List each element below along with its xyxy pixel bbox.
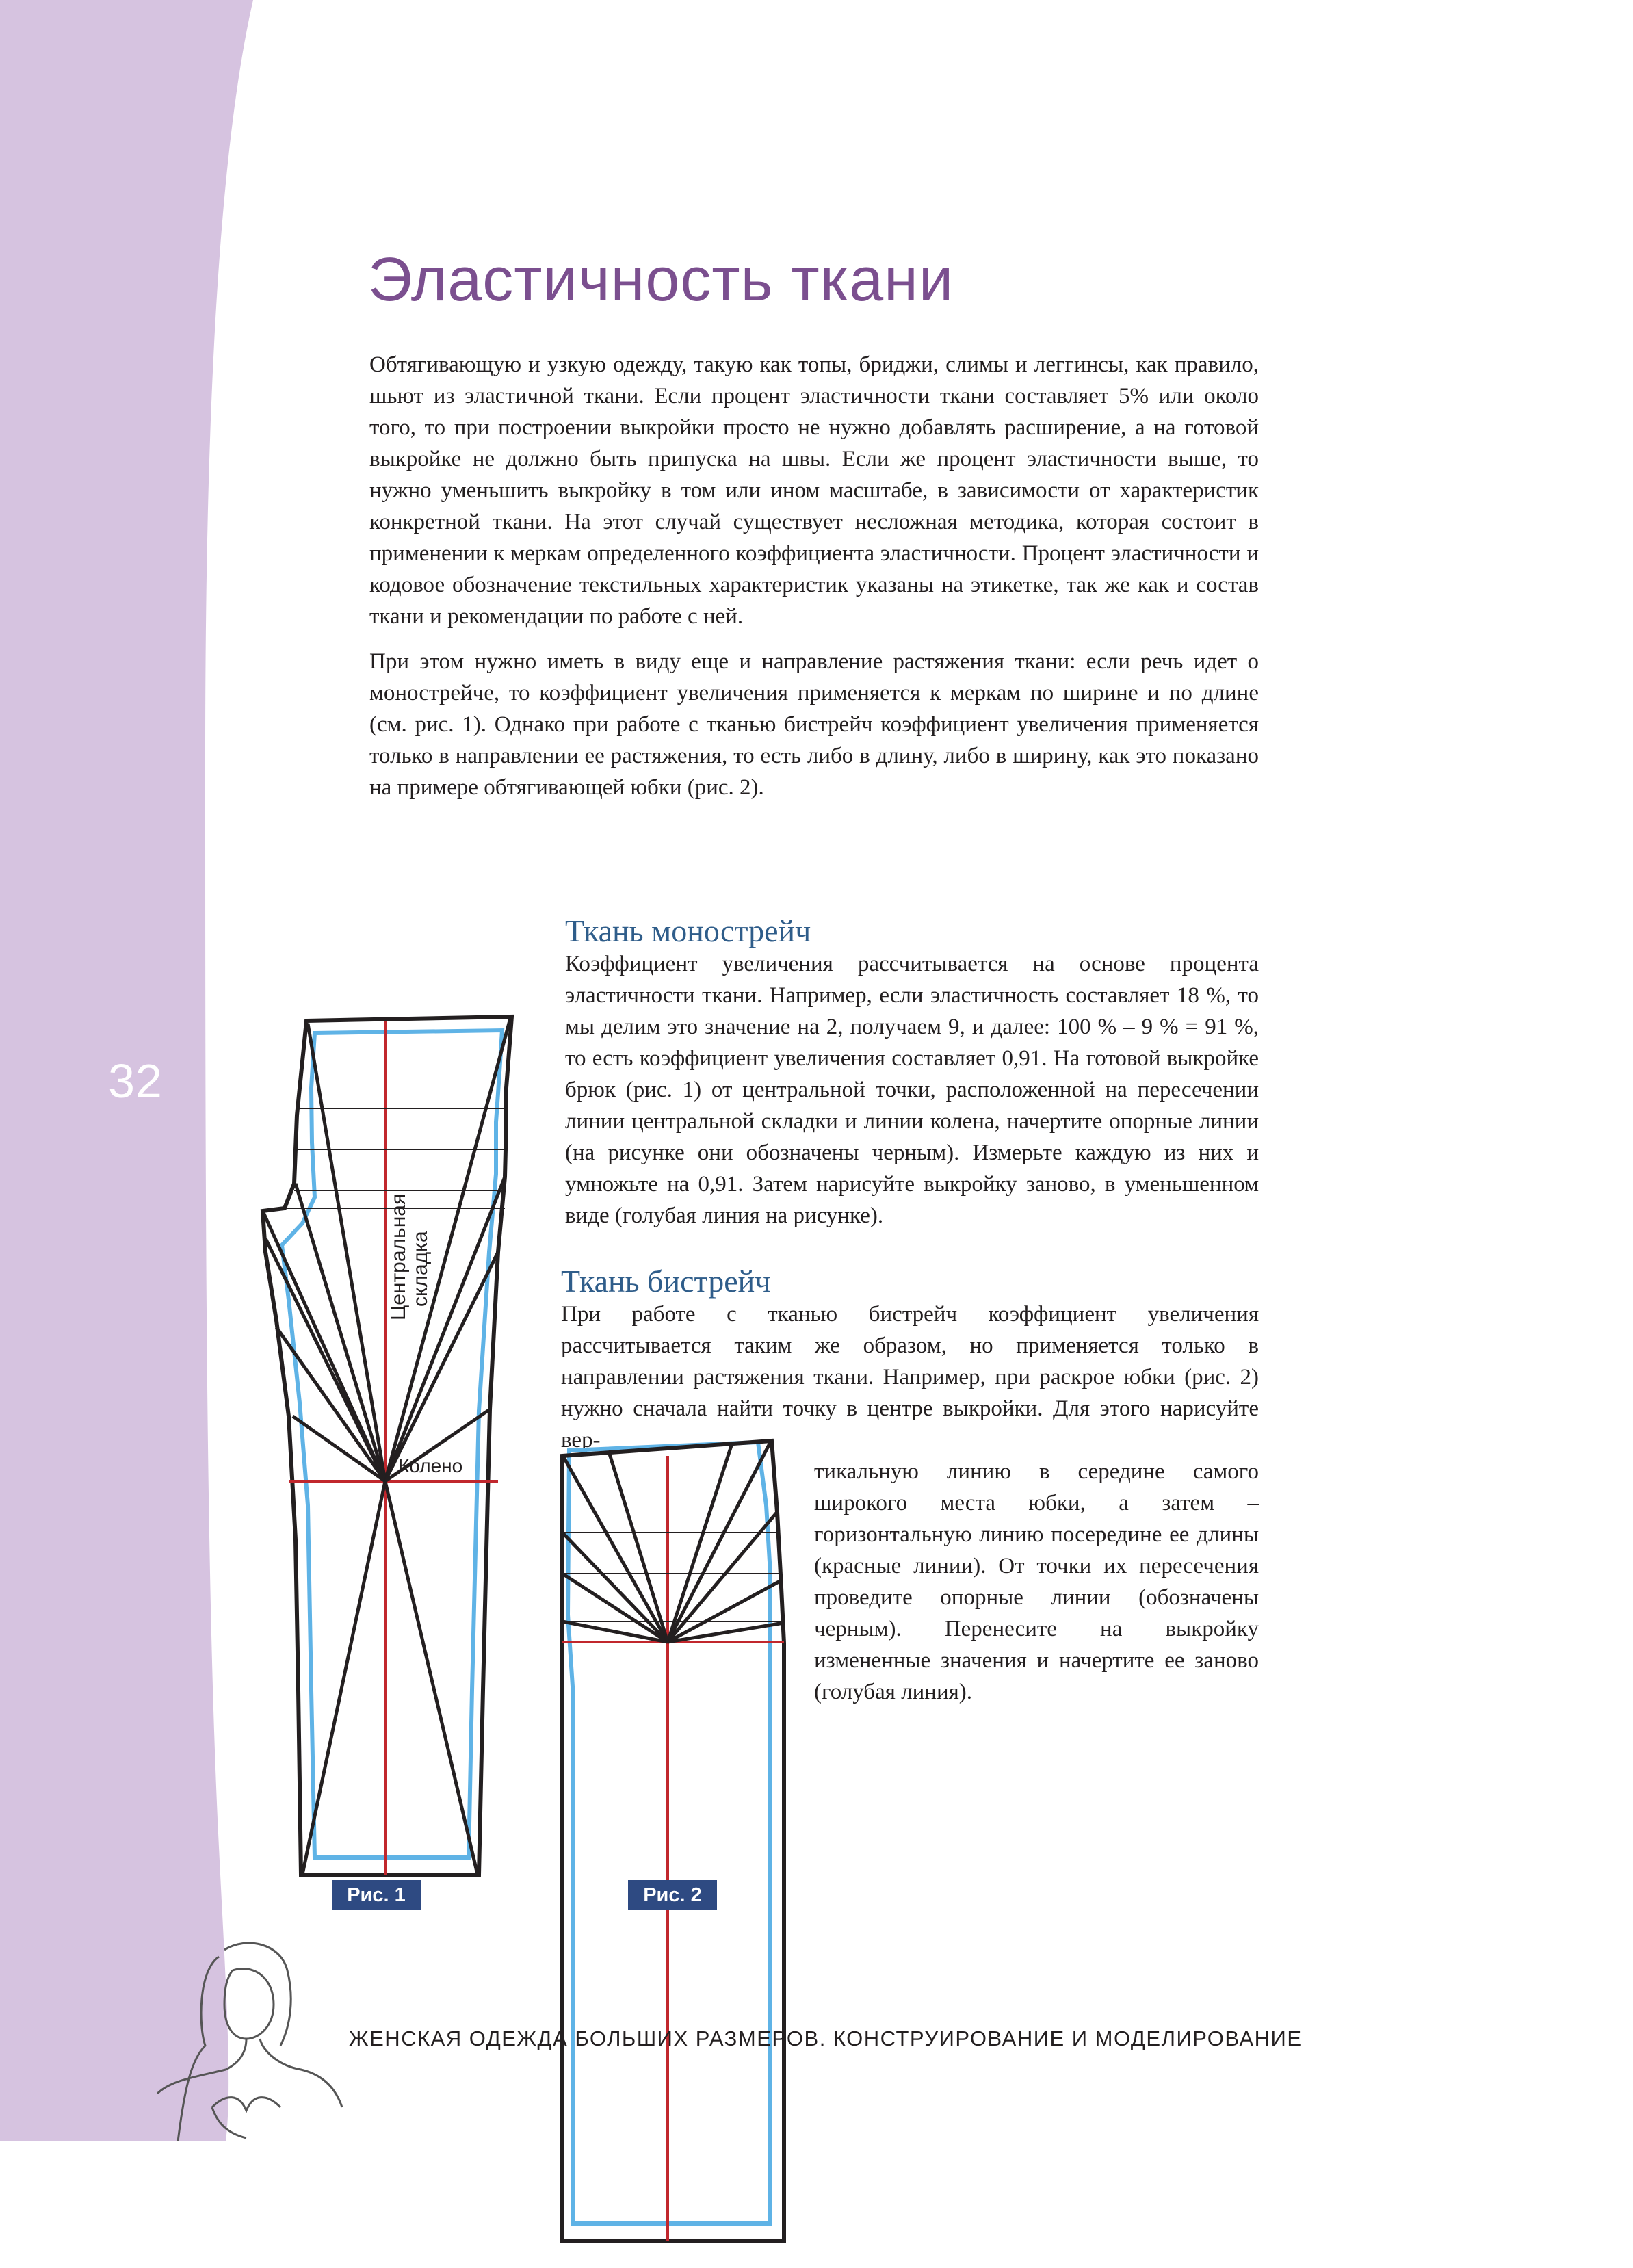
woman-sketch-icon: [144, 1929, 349, 2141]
crease-label: Центральная: [387, 1193, 410, 1320]
figure-2-label: Рис. 2: [628, 1880, 717, 1910]
intro-paragraph-1: Обтягивающую и узкую одежду, такую как топы, бриджи, слимы и леггинсы, как правило, шьют из эластичной ткани. Если процент эластичности ткани составляет 5% или около того, то при построении выкройки просто не нужно добавлять расширение, а на готовой выкройке не должно быть припуска на швы. Если же процент эластичности выше, то нужно уменьшить выкройку в том или ином масштабе, в зависимости от характеристик конкретной ткани. На этот случай существует несложная методика, которая состоит в применении к меркам определенного коэффициента эластичности. Процент эластичности и кодовое обозначение текстильных характеристик указаны на этикетке, так же как и состав ткани и рекомендации по работе с ней.: [369, 352, 1259, 629]
monostretch-heading: Ткань монострейч: [565, 913, 811, 948]
running-footer: ЖЕНСКАЯ ОДЕЖДА БОЛЬШИХ РАЗМЕРОВ. КОНСТРУИРОВАНИЕ И МОДЕЛИРОВАНИЕ: [349, 2026, 1303, 2050]
knee-label: Колено: [398, 1455, 463, 1476]
original-outline: [562, 1441, 784, 2241]
bistretch-text-continued: тикальную линию в середине самого широкого места юбки, а затем – горизонтальную линию посередине ее длины (красные линии). От точки их пересечения проведите опорные линии (обозначены черным). Перенесите на выкройку измененные значения и начертите ее заново (голубая линия).: [814, 1459, 1259, 1704]
page-title: Эластичность ткани: [368, 246, 954, 314]
monostretch-section: [565, 915, 1259, 1231]
bistretch-heading: Ткань бистрейч: [561, 1264, 771, 1299]
monostretch-text: Коэффициент увеличения рассчитывается на основе процента эластичности ткани. Например, если эластичность составляет 18 %, то мы делим это значение на 2, получаем 9, и далее: 100 % – 9 % = 91 %, то есть коэффициент увеличения составляет 0,91. На готовой выкройке брюк (рис. 1) от центральной точки, расположенной на пересечении линии центральной складки и линии колена, начертите опорные линии (на рисунке они обозначены черным). Измерьте каждую из них и умножьте на 0,91. Затем нарисуйте выкройку заново, в уменьшенном виде (голубая линия на рисунке).: [565, 952, 1259, 1228]
intro-text: [369, 349, 1259, 817]
intro-paragraph-2: При этом нужно иметь в виду еще и направление растяжения ткани: если речь идет о монострейче, то коэффициент увеличения применяется к меркам по ширине и по длине (см. рис. 1). Однако при работе с тканью бистрейч коэффициент увеличения применяется только в направлении ее растяжения, то есть либо в длину, либо в ширину, как это показано на примере обтягивающей юбки (рис. 2).: [369, 649, 1259, 800]
bistretch-text: При работе с тканью бистрейч коэффициент увеличения рассчитывается таким же образом, но применяется только в направлении растяжения ткани. Например, при раскрое юбки (рис. 2) нужно сначала найти точку в центре выкройки. Для этого нарисуйте вер-: [561, 1302, 1259, 1452]
reduced-outline-blue: [282, 1030, 502, 1858]
trouser-pattern-diagram: [253, 1006, 527, 1895]
skirt-pattern-diagram: [554, 1437, 794, 2268]
crease-label-2: складка: [409, 1231, 432, 1307]
figure-1-label: Рис. 1: [332, 1880, 421, 1910]
page-number: 32: [108, 1054, 163, 1108]
